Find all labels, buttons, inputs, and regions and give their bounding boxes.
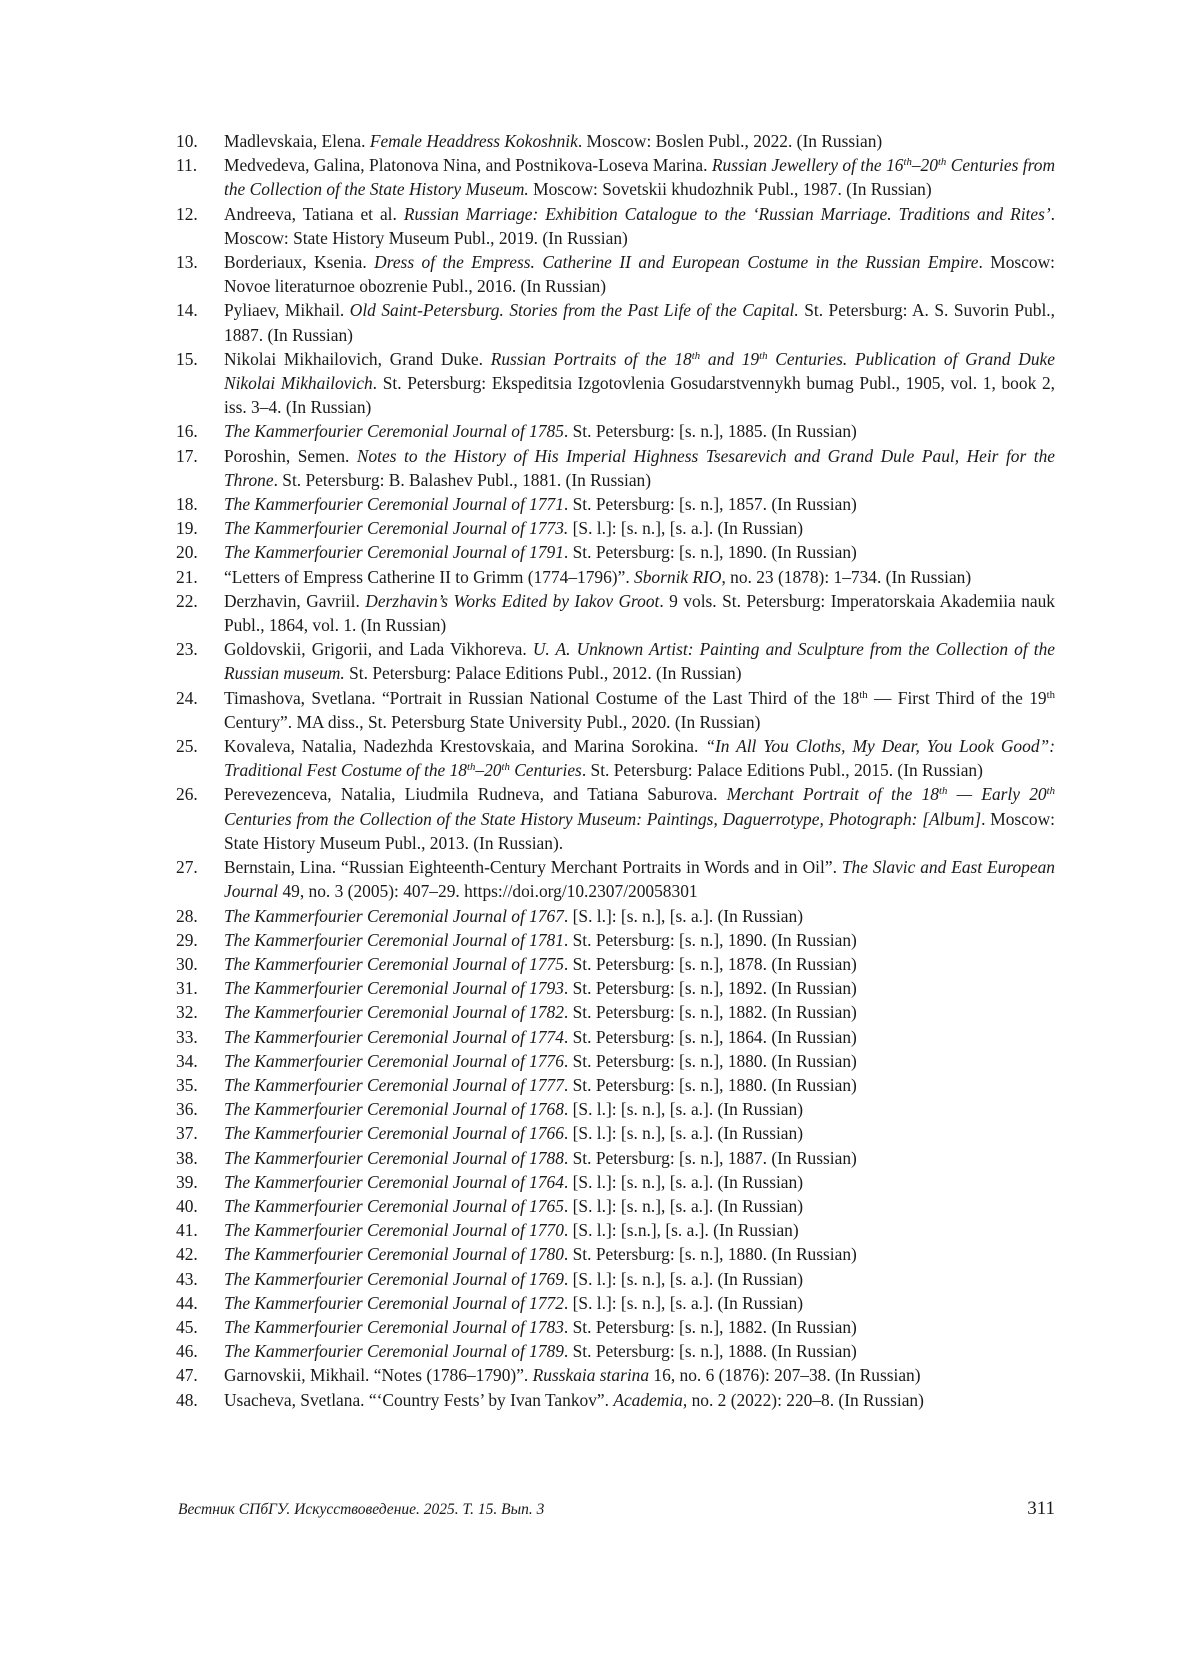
reference-item xyxy=(0,589,1200,637)
reference-superscript: th xyxy=(759,349,768,362)
reference-item xyxy=(0,637,1200,685)
reference-text: . [S. l.]: [s. n.], [s. a.]. (In Russian) xyxy=(563,1268,804,1289)
reference-title-italic: Old Saint-Petersburg. Stories from the Past Life of the Capital. xyxy=(349,300,799,321)
reference-item xyxy=(0,928,1200,952)
reference-text: Borderiaux, Ksenia. xyxy=(224,252,375,273)
reference-number: 21. xyxy=(176,566,198,587)
reference-item xyxy=(0,855,1200,903)
reference-item xyxy=(0,952,1200,976)
reference-text: . St. Petersburg: [s. n.], 1878. (In Russian) xyxy=(563,953,857,974)
reference-title-italic: The Kammerfourier Ceremonial Journal of 1783 xyxy=(224,1316,564,1337)
reference-item xyxy=(0,298,1200,346)
reference-text: . [S. l.]: [s. n.], [s. a.]. (In Russian) xyxy=(563,905,804,926)
reference-number: 34. xyxy=(176,1050,198,1071)
reference-text: Andreeva, Tatiana et al. xyxy=(224,203,404,224)
reference-text: , no. 2 (2022): 220–8. (In Russian) xyxy=(682,1389,924,1410)
reference-item xyxy=(0,976,1200,1000)
reference-text: . St. Petersburg: Palace Editions Publ., 2015. (In Russian) xyxy=(581,760,983,781)
reference-title-italic: The Kammerfourier Ceremonial Journal of 1773. xyxy=(224,518,569,539)
reference-text: . [S. l.]: [s.n.], [s. a.]. (In Russian) xyxy=(563,1220,799,1241)
reference-superscript: th xyxy=(938,785,948,798)
reference-item xyxy=(0,202,1200,250)
reference-item xyxy=(0,1146,1200,1170)
reference-text: . [S. l.]: [s. n.], [s. a.]. (In Russian) xyxy=(563,1292,804,1313)
reference-title-italic: –20 xyxy=(475,760,502,781)
reference-title-italic: The Kammerfourier Ceremonial Journal of 1793 xyxy=(224,978,564,999)
reference-superscript: th xyxy=(1046,785,1056,798)
reference-text: . Moscow: Boslen Publ., 2022. (In Russian) xyxy=(577,131,883,151)
reference-text: Garnovskii, Mikhail. “Notes (1786–1790)”. xyxy=(224,1365,533,1386)
reference-text: . Moscow: State History Museum Publ., 2019. (In Russian) xyxy=(224,203,1055,248)
reference-text: . St. Petersburg: [s. n.], 1892. (In Russian) xyxy=(563,978,857,999)
reference-text: . St. Petersburg: [s. n.], 1864. (In Russian) xyxy=(563,1026,857,1047)
reference-superscript: th xyxy=(501,761,510,774)
reference-number: 35. xyxy=(176,1074,198,1095)
reference-text: “Letters of Empress Catherine II to Grimm (1774–1796)”. xyxy=(224,566,635,587)
reference-number: 30. xyxy=(176,953,198,974)
reference-item xyxy=(0,1339,1200,1363)
reference-title-italic: U. A. Unknown Artist: Painting and Sculpture from the Collection of the Russian museum. xyxy=(224,639,1056,684)
page-number: 311 xyxy=(1027,1498,1055,1519)
reference-text: St. Petersburg: Palace Editions Publ., 2012. (In Russian) xyxy=(344,663,742,684)
reference-number: 15. xyxy=(176,348,198,369)
reference-text: Timashova, Svetlana. “Portrait in Russian National Costume of the Last Third of the 18 xyxy=(224,687,860,708)
reference-number: 12. xyxy=(176,203,198,224)
reference-number: 19. xyxy=(176,518,198,539)
reference-text: Moscow: Sovetskii khudozhnik Publ., 1987. (In Russian) xyxy=(528,179,932,200)
reference-title-italic: Sbornik RIO xyxy=(634,566,722,587)
reference-text: Kovaleva, Natalia, Nadezhda Krestovskaia, and Marina Sorokina. xyxy=(224,736,706,757)
reference-text: Goldovskii, Grigorii, and Lada Vikhoreva. xyxy=(224,639,533,660)
reference-text: . St. Petersburg: B. Balashev Publ., 1881. (In Russian) xyxy=(273,469,652,490)
reference-title-italic: The Kammerfourier Ceremonial Journal of 1767 xyxy=(224,905,564,926)
reference-text: . St. Petersburg: Ekspeditsia Izgotovlenia Gosudarstvennykh bumag Publ., 1905, vol. 1, book 2, iss. 3–4. (In Russian) xyxy=(224,373,1055,418)
reference-text: Madlevskaia, Elena. xyxy=(224,131,370,151)
reference-title-italic: The Kammerfourier Ceremonial Journal of 1770 xyxy=(224,1220,564,1241)
reference-title-italic: Russian Jewellery of the 16 xyxy=(711,155,904,176)
reference-item xyxy=(0,129,1200,153)
reference-item xyxy=(0,1170,1200,1194)
reference-item xyxy=(0,444,1200,492)
reference-title-italic: Female Headdress Kokoshnik xyxy=(369,131,578,151)
reference-number: 31. xyxy=(176,978,198,999)
reference-text: . St. Petersburg: [s. n.], 1882. (In Russian) xyxy=(563,1316,857,1337)
reference-number: 46. xyxy=(176,1341,198,1362)
reference-title-italic: and 19 xyxy=(700,348,760,369)
reference-text: . [S. l.]: [s. n.], [s. a.]. (In Russian) xyxy=(563,1195,804,1216)
reference-title-italic: –20 xyxy=(911,155,938,176)
reference-text: . St. Petersburg: [s. n.], 1880. (In Russian) xyxy=(563,1074,857,1095)
reference-number: 10. xyxy=(176,131,198,151)
journal-running-title: Вестник СПбГУ. Искусствоведение. 2025. Т. 15. Вып. 3 xyxy=(178,1501,545,1518)
reference-number: 16. xyxy=(176,421,198,442)
reference-text: Poroshin, Semen. xyxy=(224,445,357,466)
reference-item xyxy=(0,1388,1200,1412)
reference-title-italic: Russian Portraits of the 18 xyxy=(490,348,692,369)
reference-item xyxy=(0,1049,1200,1073)
reference-superscript: th xyxy=(1046,688,1055,701)
reference-number: 25. xyxy=(176,736,198,757)
reference-text: . St. Petersburg: [s. n.], 1888. (In Russian) xyxy=(563,1341,857,1362)
reference-title-italic: The Kammerfourier Ceremonial Journal of 1775 xyxy=(224,953,564,974)
reference-number: 41. xyxy=(176,1220,198,1241)
reference-item xyxy=(0,347,1200,420)
reference-number: 20. xyxy=(176,542,198,563)
reference-text: Century”. MA diss., St. Petersburg State University Publ., 2020. (In Russian) xyxy=(224,711,761,732)
reference-number: 33. xyxy=(176,1026,198,1047)
reference-text: Pyliaev, Mikhail. xyxy=(224,300,350,321)
reference-title-italic: Academia xyxy=(613,1389,683,1410)
reference-item xyxy=(0,1218,1200,1242)
reference-item xyxy=(0,904,1200,928)
reference-item xyxy=(0,492,1200,516)
reference-title-italic: The Kammerfourier Ceremonial Journal of 1788 xyxy=(224,1147,564,1168)
reference-number: 32. xyxy=(176,1002,198,1023)
page-footer xyxy=(178,1498,1055,1520)
reference-number: 18. xyxy=(176,494,198,515)
reference-text: Nikolai Mikhailovich, Grand Duke. xyxy=(224,348,491,369)
reference-text: . St. Petersburg: [s. n.], 1882. (In Russian) xyxy=(563,1002,857,1023)
reference-title-italic: The Kammerfourier Ceremonial Journal of 1789 xyxy=(224,1341,564,1362)
reference-title-italic: Notes to the History of His Imperial Highness Tsesarevich and Grand Dule Paul, Heir for the Throne xyxy=(224,445,1055,490)
reference-item xyxy=(0,1121,1200,1145)
reference-text: 16, no. 6 (1876): 207–38. (In Russian) xyxy=(649,1365,921,1386)
reference-number: 40. xyxy=(176,1195,198,1216)
reference-title-italic: The Kammerfourier Ceremonial Journal of 1771 xyxy=(224,494,564,515)
reference-item xyxy=(0,1194,1200,1218)
reference-title-italic: The Kammerfourier Ceremonial Journal of 1781 xyxy=(224,929,564,950)
reference-item xyxy=(0,686,1200,734)
reference-number: 22. xyxy=(176,590,198,611)
reference-title-italic: The Kammerfourier Ceremonial Journal of 1791 xyxy=(224,542,564,563)
reference-title-italic: Centuries xyxy=(509,760,582,781)
reference-item xyxy=(0,1267,1200,1291)
reference-number: 24. xyxy=(176,687,198,708)
reference-text: — First Third of the 19 xyxy=(867,687,1047,708)
reference-title-italic: The Kammerfourier Ceremonial Journal of 1772 xyxy=(224,1292,564,1313)
reference-text: . St. Petersburg: [s. n.], 1880. (In Russian) xyxy=(563,1244,857,1265)
reference-number: 27. xyxy=(176,857,198,878)
reference-number: 37. xyxy=(176,1123,198,1144)
reference-item xyxy=(0,1025,1200,1049)
reference-item xyxy=(0,1291,1200,1315)
reference-title-italic: Centuries from the Collection of the State History Museum. xyxy=(224,155,1056,200)
reference-title-italic: — Early 20 xyxy=(947,784,1047,805)
reference-number: 36. xyxy=(176,1099,198,1120)
reference-title-italic: The Kammerfourier Ceremonial Journal of 1777 xyxy=(224,1074,564,1095)
reference-text: . 9 vols. St. Petersburg: Imperatorskaia Akademiia nauk Publ., 1864, vol. 1. (In Russian) xyxy=(224,590,1056,636)
reference-number: 13. xyxy=(176,252,198,273)
reference-title-italic: Derzhavin’s Works Edited by Iakov Groot xyxy=(365,590,660,611)
reference-text: . [S. l.]: [s. n.], [s. a.]. (In Russian) xyxy=(563,1099,804,1120)
reference-text: . St. Petersburg: [s. n.], 1885. (In Russian) xyxy=(563,421,857,442)
reference-text: . St. Petersburg: [s. n.], 1890. (In Russian) xyxy=(563,929,857,950)
reference-item xyxy=(0,1363,1200,1387)
reference-title-italic: The Kammerfourier Ceremonial Journal of 1768 xyxy=(224,1099,564,1120)
reference-number: 17. xyxy=(176,445,198,466)
reference-superscript: th xyxy=(859,688,868,701)
reference-title-italic: The Kammerfourier Ceremonial Journal of 1774 xyxy=(224,1026,564,1047)
reference-number: 39. xyxy=(176,1171,198,1192)
reference-item xyxy=(0,1000,1200,1024)
reference-item xyxy=(0,1315,1200,1339)
reference-number: 44. xyxy=(176,1292,198,1313)
reference-item xyxy=(0,565,1200,589)
reference-item xyxy=(0,540,1200,564)
reference-superscript: th xyxy=(467,761,476,774)
reference-text: . St. Petersburg: [s. n.], 1880. (In Russian) xyxy=(563,1050,857,1071)
reference-title-italic: The Kammerfourier Ceremonial Journal of 1769 xyxy=(224,1268,564,1289)
reference-title-italic: Russian Marriage: Exhibition Catalogue to the ‘Russian Marriage. Traditions and Rites’ xyxy=(403,203,1051,224)
reference-title-italic: The Kammerfourier Ceremonial Journal of 1766 xyxy=(224,1123,564,1144)
reference-text: . St. Petersburg: [s. n.], 1890. (In Russian) xyxy=(563,542,857,563)
reference-number: 45. xyxy=(176,1316,198,1337)
reference-text: Bernstain, Lina. “Russian Eighteenth-Century Merchant Portraits in Words and in Oil”. xyxy=(224,857,842,878)
reference-number: 48. xyxy=(176,1389,198,1410)
reference-number: 28. xyxy=(176,905,198,926)
reference-superscript: th xyxy=(903,156,912,169)
reference-text: [S. l.]: [s. n.], [s. a.]. (In Russian) xyxy=(568,518,804,539)
reference-superscript: th xyxy=(691,349,701,362)
reference-text: . Moscow: State History Museum Publ., 2013. (In Russian). xyxy=(224,808,1055,853)
reference-title-italic: Centuries from the Collection of the State History Museum: Paintings, Daguerrotype, Photograph: [Album] xyxy=(224,808,982,829)
reference-title-italic: Russkaia starina xyxy=(532,1365,650,1386)
reference-text: . St. Petersburg: [s. n.], 1857. (In Russian) xyxy=(563,494,857,515)
reference-title-italic: Centuries. Publication of Grand Duke Nikolai Mikhailovich xyxy=(224,348,1055,394)
reference-text: , no. 23 (1878): 1–734. (In Russian) xyxy=(721,566,972,587)
reference-item xyxy=(0,1242,1200,1266)
reference-item xyxy=(0,153,1200,201)
reference-number: 38. xyxy=(176,1147,198,1168)
reference-title-italic: The Kammerfourier Ceremonial Journal of 1782 xyxy=(224,1002,564,1023)
reference-text: Perevezenceva, Natalia, Liudmila Rudneva, and Tatiana Saburova. xyxy=(224,784,727,805)
reference-number: 11. xyxy=(176,155,198,176)
reference-number: 14. xyxy=(176,300,198,321)
reference-item xyxy=(0,1073,1200,1097)
reference-text: . St. Petersburg: [s. n.], 1887. (In Russian) xyxy=(563,1147,857,1168)
reference-text: . [S. l.]: [s. n.], [s. a.]. (In Russian) xyxy=(563,1171,804,1192)
reference-list xyxy=(0,129,1200,1412)
reference-title-italic: The Slavic and East European Journal xyxy=(224,857,1055,902)
reference-item xyxy=(0,734,1200,782)
reference-text: . Moscow: Novoe literaturnoe obozrenie Publ., 2016. (In Russian) xyxy=(224,252,1055,297)
reference-title-italic: Merchant Portrait of the 18 xyxy=(726,784,939,805)
reference-superscript: th xyxy=(937,156,947,169)
reference-number: 47. xyxy=(176,1365,198,1386)
reference-number: 42. xyxy=(176,1244,198,1265)
reference-number: 23. xyxy=(176,639,198,660)
reference-item xyxy=(0,1097,1200,1121)
reference-item xyxy=(0,419,1200,443)
reference-text: St. Petersburg: A. S. Suvorin Publ., 1887. (In Russian) xyxy=(224,300,1055,345)
reference-number: 26. xyxy=(176,784,198,805)
reference-number: 43. xyxy=(176,1268,198,1289)
reference-item xyxy=(0,782,1200,855)
reference-title-italic: The Kammerfourier Ceremonial Journal of 1764 xyxy=(224,1171,564,1192)
reference-title-italic: The Kammerfourier Ceremonial Journal of 1780 xyxy=(224,1244,564,1265)
reference-item xyxy=(0,516,1200,540)
reference-title-italic: The Kammerfourier Ceremonial Journal of 1765 xyxy=(224,1195,564,1216)
reference-text: 49, no. 3 (2005): 407–29. https://doi.org/10.2307/20058301 xyxy=(278,881,698,902)
reference-number: 29. xyxy=(176,929,198,950)
reference-title-italic: The Kammerfourier Ceremonial Journal of 1776 xyxy=(224,1050,564,1071)
reference-text: Usacheva, Svetlana. “‘Country Fests’ by Ivan Tankov”. xyxy=(224,1389,614,1410)
reference-item xyxy=(0,250,1200,298)
reference-title-italic: The Kammerfourier Ceremonial Journal of 1785 xyxy=(224,421,564,442)
reference-title-italic: Dress of the Empress. Catherine II and European Costume in the Russian Empire xyxy=(374,252,979,273)
reference-title-italic: “In All You Cloths, My Dear, You Look Good”: Traditional Fest Costume of the 18 xyxy=(224,736,1055,781)
reference-text: Derzhavin, Gavriil. xyxy=(224,590,366,611)
reference-text: . [S. l.]: [s. n.], [s. a.]. (In Russian) xyxy=(563,1123,804,1144)
reference-text: Medvedeva, Galina, Platonova Nina, and Postnikova-Loseva Marina. xyxy=(224,155,712,176)
